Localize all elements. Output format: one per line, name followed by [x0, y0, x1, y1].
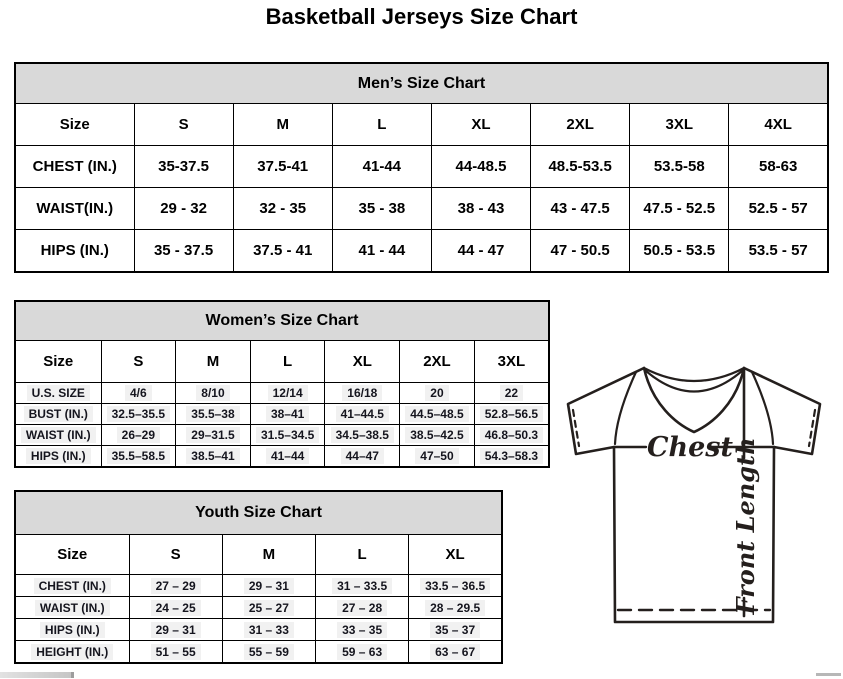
size-value: 28 – 29.5 [409, 597, 502, 619]
size-value: 34.5–38.5 [325, 425, 400, 446]
size-value: 52.5 - 57 [729, 188, 828, 230]
col-header: M [222, 535, 315, 575]
row-label: HIPS (IN.) [15, 619, 129, 641]
size-value: 38–41 [250, 404, 325, 425]
size-value: 41–44 [250, 446, 325, 468]
row-label: HIPS (IN.) [15, 446, 101, 468]
size-value: 20 [400, 383, 475, 404]
size-value: 47.5 - 52.5 [630, 188, 729, 230]
collar-v-neck [644, 368, 744, 432]
size-value: 35 - 37.5 [134, 230, 233, 273]
youth-chart-header-row [15, 491, 502, 535]
size-value: 46.8–50.3 [474, 425, 549, 446]
col-header: 2XL [531, 104, 630, 146]
size-value: 44.5–48.5 [400, 404, 475, 425]
size-value: 25 – 27 [222, 597, 315, 619]
size-value: 27 – 29 [129, 575, 222, 597]
row-label: BUST (IN.) [15, 404, 101, 425]
size-value: 24 – 25 [129, 597, 222, 619]
size-value: 63 – 67 [409, 641, 502, 664]
size-value: 53.5-58 [630, 146, 729, 188]
size-value: 35-37.5 [134, 146, 233, 188]
right-sleeve-seam [752, 372, 773, 444]
womens-chart-header-row [15, 301, 549, 341]
size-value: 35 - 38 [332, 188, 431, 230]
mens-col-header-row [15, 104, 828, 146]
youth-waist-row [15, 597, 502, 619]
col-header: Size [15, 104, 134, 146]
chest-label: Chest [647, 432, 733, 463]
col-header: XL [325, 341, 400, 383]
womens-col-header-row [15, 341, 549, 383]
size-value: 55 – 59 [222, 641, 315, 664]
row-label: WAIST (IN.) [15, 597, 129, 619]
horizontal-scrollbar-fragment[interactable] [0, 672, 74, 678]
size-value: 52.8–56.5 [474, 404, 549, 425]
col-header: XL [431, 104, 530, 146]
womens-us-size-row [15, 383, 549, 404]
size-value: 41 - 44 [332, 230, 431, 273]
scrollbar-corner-fragment[interactable] [816, 673, 841, 676]
row-label: U.S. SIZE [15, 383, 101, 404]
size-value: 59 – 63 [316, 641, 409, 664]
row-label: CHEST (IN.) [15, 575, 129, 597]
col-header: L [316, 535, 409, 575]
youth-col-header-row [15, 535, 502, 575]
size-value: 29 – 31 [129, 619, 222, 641]
size-value: 58-63 [729, 146, 828, 188]
size-value: 35.5–58.5 [101, 446, 176, 468]
size-value: 48.5-53.5 [531, 146, 630, 188]
youth-hips-row [15, 619, 502, 641]
size-value: 47 - 50.5 [531, 230, 630, 273]
size-value: 43 - 47.5 [531, 188, 630, 230]
col-header: 4XL [729, 104, 828, 146]
size-value: 38 - 43 [431, 188, 530, 230]
jersey-measurement-diagram [556, 356, 832, 632]
size-value: 16/18 [325, 383, 400, 404]
size-value: 32 - 35 [233, 188, 332, 230]
page-title: Basketball Jerseys Size Chart [265, 4, 578, 29]
size-value: 33 – 35 [316, 619, 409, 641]
size-value: 33.5 – 36.5 [409, 575, 502, 597]
youth-chart-title: Youth Size Chart [15, 491, 502, 535]
row-label: WAIST (IN.) [15, 425, 101, 446]
mens-hips-row [15, 230, 828, 273]
col-header: 2XL [400, 341, 475, 383]
size-value: 37.5 - 41 [233, 230, 332, 273]
size-value: 31 – 33.5 [316, 575, 409, 597]
col-header: L [332, 104, 431, 146]
col-header: 3XL [474, 341, 549, 383]
size-value: 37.5-41 [233, 146, 332, 188]
womens-hips-row [15, 446, 549, 468]
col-header: L [250, 341, 325, 383]
size-value: 35 – 37 [409, 619, 502, 641]
front-length-label: Front Length [731, 437, 760, 615]
size-value: 41–44.5 [325, 404, 400, 425]
mens-chart-header-row [15, 63, 828, 104]
womens-waist-row [15, 425, 549, 446]
youth-height-row [15, 641, 502, 664]
size-value: 29–31.5 [176, 425, 251, 446]
col-header: S [134, 104, 233, 146]
size-value: 12/14 [250, 383, 325, 404]
size-value: 4/6 [101, 383, 176, 404]
row-label: WAIST(IN.) [15, 188, 134, 230]
size-value: 44-48.5 [431, 146, 530, 188]
size-value: 38.5–42.5 [400, 425, 475, 446]
size-value: 53.5 - 57 [729, 230, 828, 273]
size-value: 50.5 - 53.5 [630, 230, 729, 273]
col-header: S [129, 535, 222, 575]
size-value: 35.5–38 [176, 404, 251, 425]
col-header: M [176, 341, 251, 383]
size-value: 29 - 32 [134, 188, 233, 230]
col-header: S [101, 341, 176, 383]
row-label: HEIGHT (IN.) [15, 641, 129, 664]
size-value: 31.5–34.5 [250, 425, 325, 446]
size-value: 47–50 [400, 446, 475, 468]
col-header: M [233, 104, 332, 146]
mens-waist-row [15, 188, 828, 230]
size-value: 32.5–35.5 [101, 404, 176, 425]
size-value: 27 – 28 [316, 597, 409, 619]
size-value: 26–29 [101, 425, 176, 446]
size-value: 54.3–58.3 [474, 446, 549, 468]
womens-size-table [14, 300, 550, 468]
size-value: 22 [474, 383, 549, 404]
size-value: 44–47 [325, 446, 400, 468]
size-value: 31 – 33 [222, 619, 315, 641]
mens-size-table [14, 62, 829, 273]
size-value: 41-44 [332, 146, 431, 188]
mens-chart-title: Men’s Size Chart [15, 63, 828, 104]
size-value: 44 - 47 [431, 230, 530, 273]
collar-outer-arc [644, 368, 744, 381]
col-header: Size [15, 341, 101, 383]
row-label: CHEST (IN.) [15, 146, 134, 188]
jersey-outline [568, 368, 820, 622]
row-label: HIPS (IN.) [15, 230, 134, 273]
jersey-diagram-svg [556, 356, 832, 632]
col-header: XL [409, 535, 502, 575]
left-sleeve-seam [615, 372, 636, 444]
col-header: 3XL [630, 104, 729, 146]
womens-bust-row [15, 404, 549, 425]
youth-size-table [14, 490, 503, 664]
size-value: 51 – 55 [129, 641, 222, 664]
size-value: 38.5–41 [176, 446, 251, 468]
col-header: Size [15, 535, 129, 575]
womens-chart-title: Women’s Size Chart [15, 301, 549, 341]
mens-chest-row [15, 146, 828, 188]
size-value: 29 – 31 [222, 575, 315, 597]
youth-chest-row [15, 575, 502, 597]
size-value: 8/10 [176, 383, 251, 404]
